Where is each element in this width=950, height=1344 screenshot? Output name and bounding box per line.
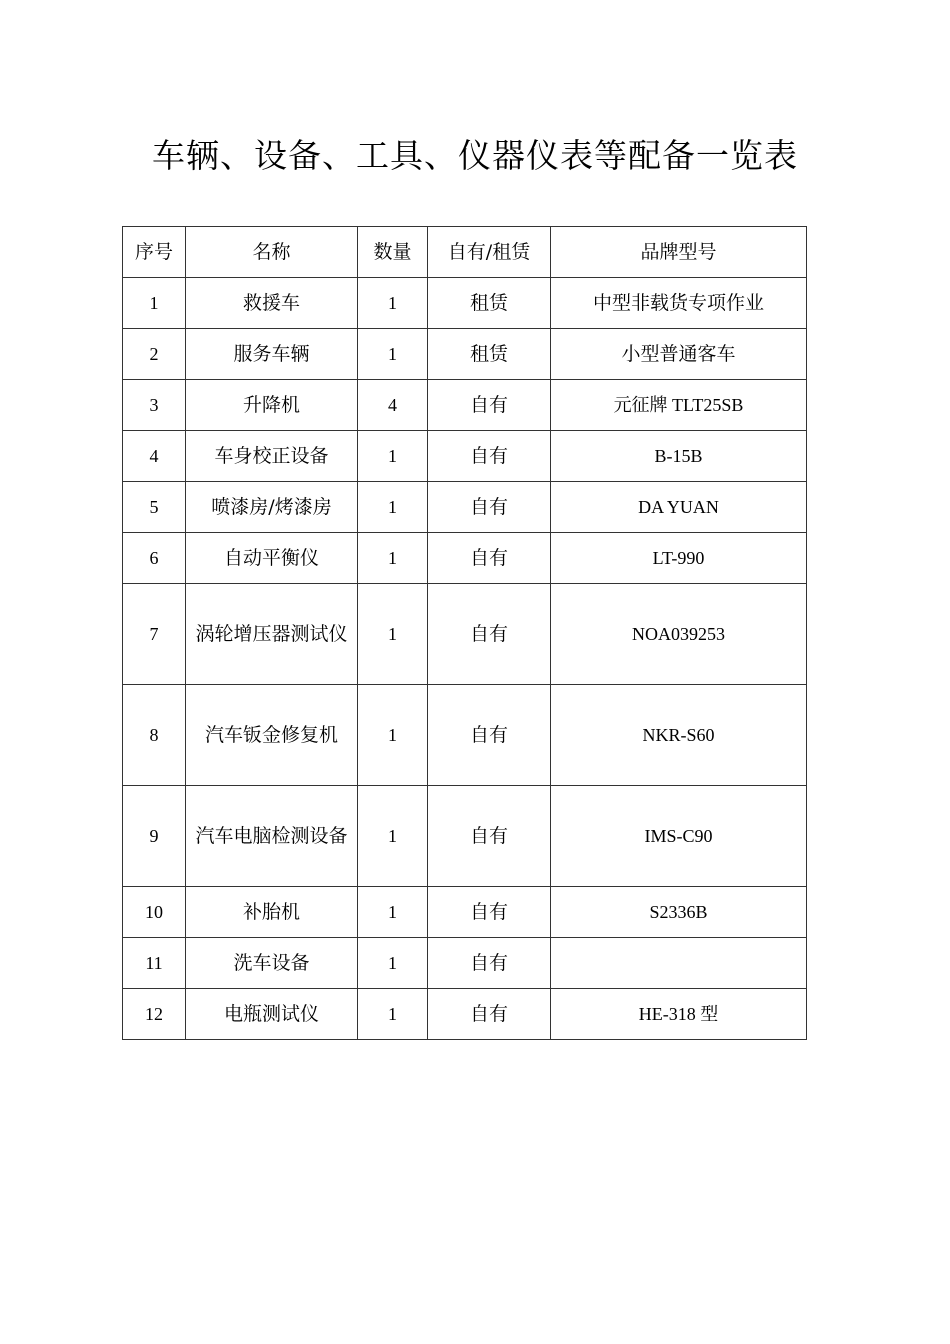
cell-no: 5 — [123, 482, 186, 533]
cell-no: 2 — [123, 329, 186, 380]
cell-qty: 1 — [358, 989, 428, 1040]
cell-qty: 1 — [358, 431, 428, 482]
cell-name: 汽车钣金修复机 — [186, 685, 358, 786]
cell-ownership: 自有 — [428, 786, 551, 887]
table-row — [123, 584, 807, 685]
cell-model: 元征牌 TLT25SB — [551, 380, 807, 431]
cell-ownership: 租赁 — [428, 329, 551, 380]
cell-no: 11 — [123, 938, 186, 989]
cell-model: IMS-C90 — [551, 786, 807, 887]
cell-model: B-15B — [551, 431, 807, 482]
cell-ownership: 自有 — [428, 431, 551, 482]
cell-no: 12 — [123, 989, 186, 1040]
cell-ownership: 租赁 — [428, 278, 551, 329]
header-no: 序号 — [123, 227, 186, 278]
cell-ownership: 自有 — [428, 685, 551, 786]
table-row — [123, 431, 807, 482]
cell-name: 洗车设备 — [186, 938, 358, 989]
cell-qty: 1 — [358, 786, 428, 887]
page-title: 车辆、设备、工具、仪器仪表等配备一览表 — [152, 136, 798, 175]
cell-model: 小型普通客车 — [551, 329, 807, 380]
cell-name: 服务车辆 — [186, 329, 358, 380]
cell-model: NOA039253 — [551, 584, 807, 685]
cell-qty: 1 — [358, 938, 428, 989]
cell-model: 中型非载货专项作业 — [551, 278, 807, 329]
cell-ownership: 自有 — [428, 482, 551, 533]
equipment-table — [122, 226, 807, 1040]
cell-model: S2336B — [551, 887, 807, 938]
header-model: 品牌型号 — [551, 227, 807, 278]
cell-ownership: 自有 — [428, 989, 551, 1040]
header-qty: 数量 — [358, 227, 428, 278]
cell-name: 车身校正设备 — [186, 431, 358, 482]
cell-qty: 1 — [358, 278, 428, 329]
cell-no: 6 — [123, 533, 186, 584]
table-header-row — [123, 227, 807, 278]
cell-qty: 4 — [358, 380, 428, 431]
cell-name: 救援车 — [186, 278, 358, 329]
cell-no: 7 — [123, 584, 186, 685]
cell-ownership: 自有 — [428, 380, 551, 431]
cell-model: DA YUAN — [551, 482, 807, 533]
cell-name: 涡轮增压器测试仪 — [186, 584, 358, 685]
cell-name: 喷漆房/烤漆房 — [186, 482, 358, 533]
cell-ownership: 自有 — [428, 584, 551, 685]
cell-no: 1 — [123, 278, 186, 329]
cell-ownership: 自有 — [428, 938, 551, 989]
cell-qty: 1 — [358, 533, 428, 584]
table-row — [123, 329, 807, 380]
cell-model: NKR-S60 — [551, 685, 807, 786]
table-row — [123, 380, 807, 431]
table-row — [123, 685, 807, 786]
cell-name: 汽车电脑检测设备 — [186, 786, 358, 887]
table-row — [123, 482, 807, 533]
table-row — [123, 938, 807, 989]
cell-ownership: 自有 — [428, 533, 551, 584]
cell-qty: 1 — [358, 329, 428, 380]
header-name: 名称 — [186, 227, 358, 278]
cell-name: 自动平衡仪 — [186, 533, 358, 584]
cell-model: LT-990 — [551, 533, 807, 584]
table-row — [123, 887, 807, 938]
cell-model — [551, 938, 807, 989]
cell-qty: 1 — [358, 482, 428, 533]
table-row — [123, 786, 807, 887]
cell-qty: 1 — [358, 584, 428, 685]
cell-name: 电瓶测试仪 — [186, 989, 358, 1040]
table-row — [123, 989, 807, 1040]
cell-no: 9 — [123, 786, 186, 887]
cell-no: 10 — [123, 887, 186, 938]
cell-name: 升降机 — [186, 380, 358, 431]
cell-ownership: 自有 — [428, 887, 551, 938]
cell-qty: 1 — [358, 685, 428, 786]
cell-no: 3 — [123, 380, 186, 431]
cell-model: HE-318 型 — [551, 989, 807, 1040]
table-row — [123, 533, 807, 584]
cell-name: 补胎机 — [186, 887, 358, 938]
cell-qty: 1 — [358, 887, 428, 938]
cell-no: 4 — [123, 431, 186, 482]
table-row — [123, 278, 807, 329]
header-ownership: 自有/租赁 — [428, 227, 551, 278]
cell-no: 8 — [123, 685, 186, 786]
